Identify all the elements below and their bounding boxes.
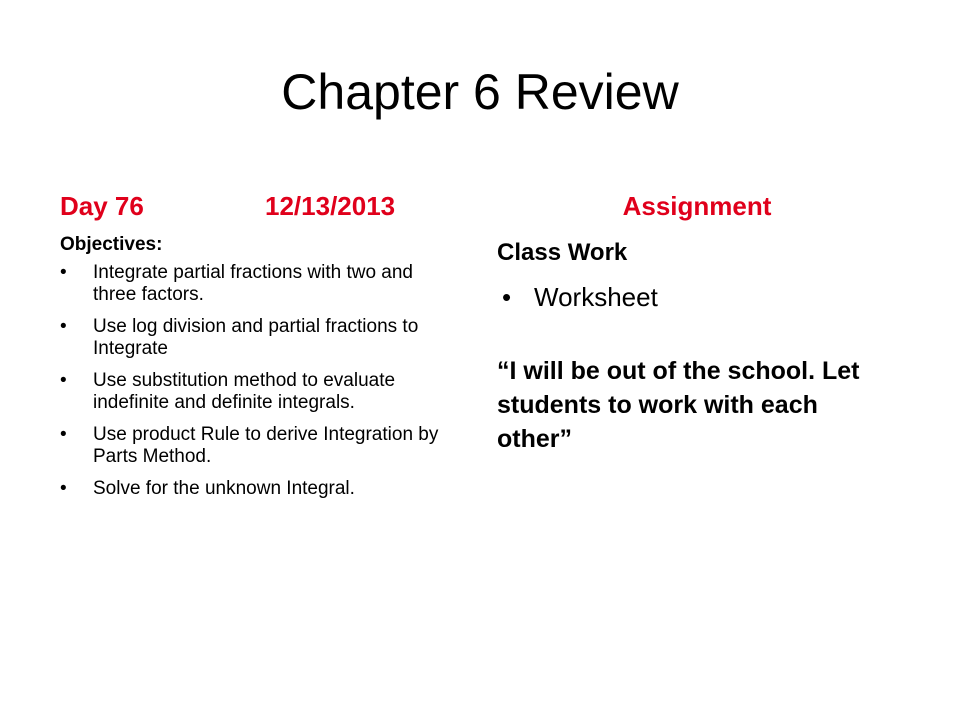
assignment-heading: Assignment: [622, 191, 772, 221]
objective-item: [60, 370, 460, 414]
slide-title: Chapter 6 Review: [281, 64, 679, 120]
bullet-icon: •: [60, 316, 67, 337]
objective-text: Use product Rule to derive Integration by Parts Method.: [93, 424, 439, 467]
assignment-text: Worksheet: [534, 282, 658, 312]
objectives-section: [60, 232, 460, 510]
bullet-icon: •: [60, 478, 67, 499]
day-date-heading: [60, 188, 460, 224]
objectives-label: Objectives:: [60, 234, 163, 255]
objective-item: [60, 424, 460, 468]
class-work-label: Class Work: [497, 239, 628, 266]
assignment-section: [497, 236, 917, 456]
bullet-icon: •: [60, 424, 67, 445]
assignment-item: [497, 280, 917, 314]
objective-text: Use log division and partial fractions to Integrate: [93, 316, 419, 359]
objective-item: [60, 262, 460, 306]
bullet-icon: •: [60, 262, 67, 283]
day-label: Day 76: [60, 191, 144, 221]
objective-text: Integrate partial fractions with two and three factors.: [93, 262, 414, 305]
objective-text: Use substitution method to evaluate indefinite and definite integrals.: [93, 370, 396, 413]
bullet-icon: •: [60, 370, 67, 391]
assignment-list: [497, 280, 917, 314]
date-label: 12/13/2013: [265, 191, 396, 221]
teacher-note: “I will be out of the school. Let students to work with each other”: [497, 357, 860, 453]
objectives-list: [60, 262, 460, 500]
objective-item: [60, 478, 460, 500]
objective-text: Solve for the unknown Integral.: [93, 478, 355, 499]
objective-item: [60, 316, 460, 360]
bullet-icon: •: [502, 282, 512, 312]
